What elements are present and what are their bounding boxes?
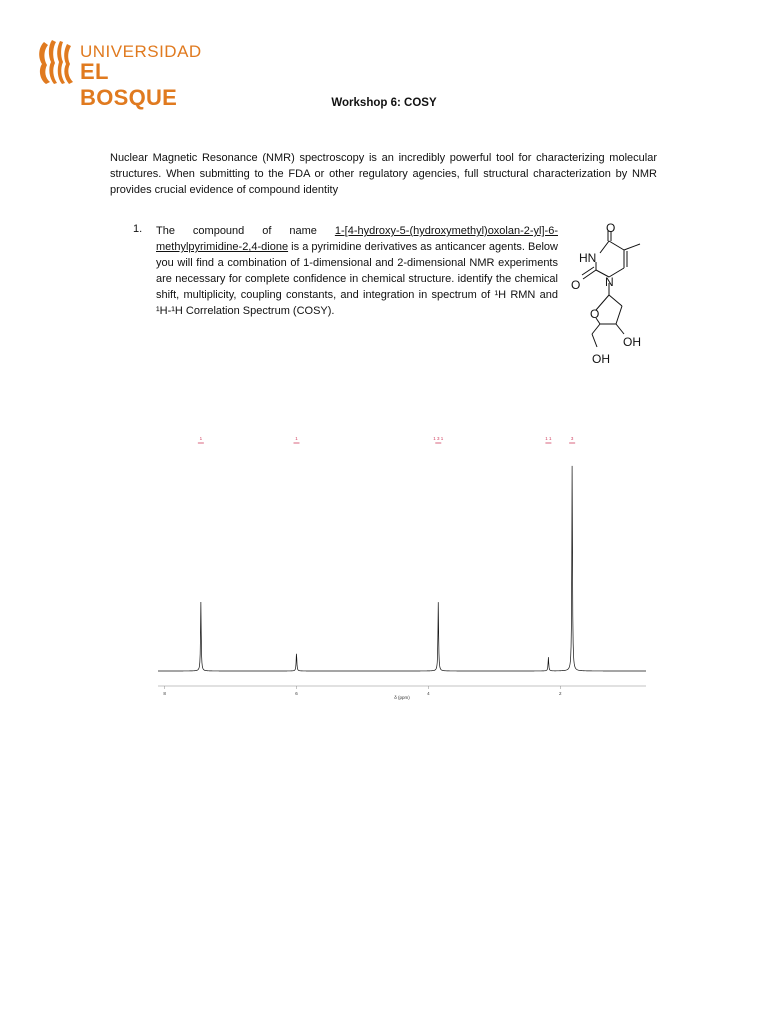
x-axis-label: δ (ppm) bbox=[394, 695, 410, 700]
logo-emblem-icon bbox=[36, 38, 80, 86]
peak-integral-label: 3 bbox=[570, 436, 574, 441]
compound-name: 1-[4-hydroxy-5-(hydroxymethyl)oxolan-2-yl]-6-methylpyrimidine-2,4-dione bbox=[156, 225, 558, 253]
x-tick-label: 4 bbox=[427, 691, 430, 696]
atom-oh-bottom: OH bbox=[592, 352, 610, 366]
peak-integral-label: 1 1 bbox=[545, 436, 552, 441]
atom-o-left: O bbox=[571, 278, 581, 292]
x-tick-label: 2 bbox=[559, 691, 562, 696]
peak-integral-label: 1 bbox=[199, 436, 203, 441]
page-title: Workshop 6: COSY bbox=[331, 97, 437, 109]
atom-hn: HN bbox=[579, 251, 597, 265]
logo-text-universidad: UNIVERSIDAD bbox=[80, 42, 202, 61]
peak-integral-label: 1 3 1 bbox=[433, 436, 444, 441]
x-tick-label: 6 bbox=[295, 691, 298, 696]
intro-paragraph: Nuclear Magnetic Resonance (NMR) spectroscopy is an incredibly powerful tool for characterizing molecular structures. When submitting to the FDA or other regulatory agencies, full structural characterization by NMR provides crucial evidence of compound identity bbox=[110, 152, 657, 196]
question-body: is a pyrimidine derivatives as anticancer agents. Below you will find a combination of 1-dimensional and 2-dimensional NMR experiments are necessary for complete confidence in chemical structure. identify the chemical shift, multiplicity, coupling constants, and integration in spectrum of ¹H RMN and ¹H-¹H Correlation Spectrum (COSY). bbox=[156, 241, 558, 317]
spectrum-trace bbox=[158, 466, 646, 671]
atom-oh-right: OH bbox=[623, 335, 641, 349]
question-lead: The compound of name bbox=[156, 225, 335, 237]
question-number: 1. bbox=[133, 223, 143, 235]
atom-o-top: O bbox=[606, 221, 616, 235]
x-tick-label: 8 bbox=[163, 691, 166, 696]
atom-o-ring: O bbox=[590, 307, 600, 321]
thymidine-structure-diagram bbox=[566, 220, 666, 370]
h1-nmr-spectrum bbox=[158, 423, 646, 703]
logo-text-el-bosque: EL BOSQUE bbox=[80, 59, 178, 110]
atom-n: N bbox=[605, 275, 614, 289]
peak-integral-label: 1 bbox=[295, 436, 298, 441]
question-text bbox=[156, 223, 558, 319]
university-logo bbox=[36, 38, 206, 110]
